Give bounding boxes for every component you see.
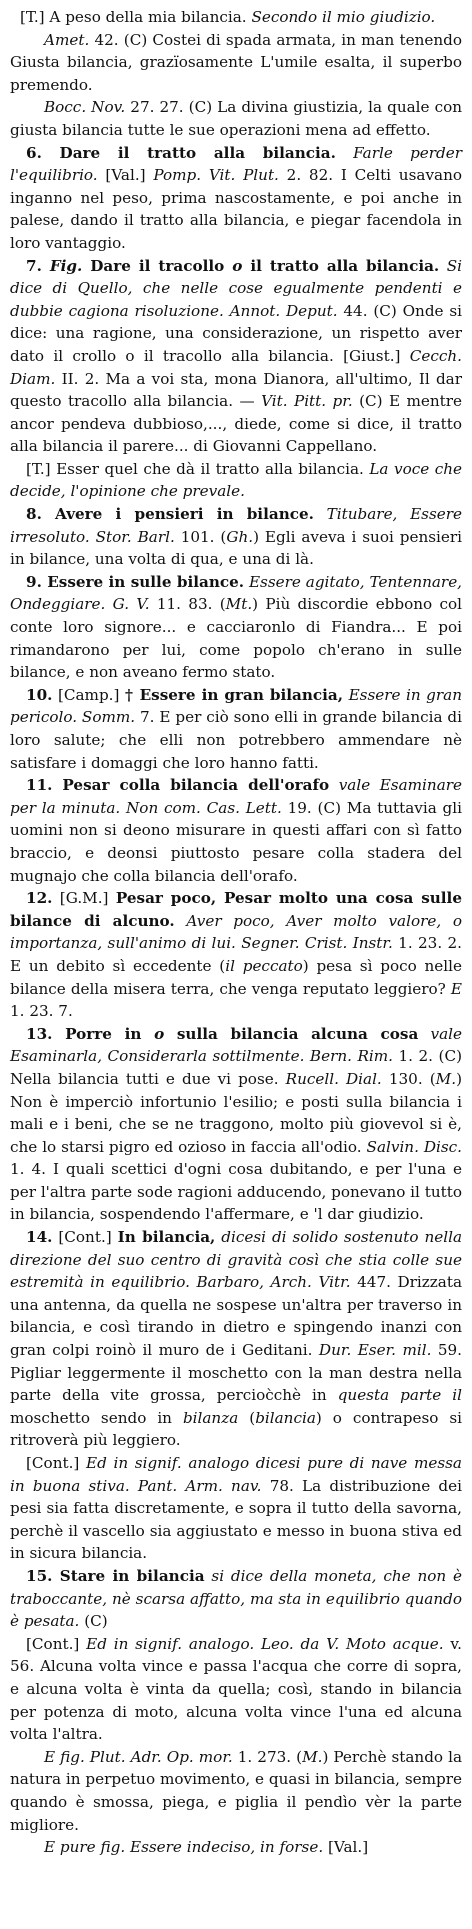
entry-paragraph: Bocc. Nov. 27. 27. (C) La divina giustizia, la quale con giusta bilancia tutte le sue operazioni mena ad effetto. <box>10 98 462 139</box>
entry-paragraph: Amet. 42. (C) Costei di spada armata, in man tenendo Giusta bilancia, grazïosamente L'umile esalta, il superbo premendo. <box>10 30 462 94</box>
entry-paragraph: 12. [G.M.] Pesar poco, Pesar molto una cosa sulle bilance di alcuno. Aver poco, Aver molto valore, o importanza, sull'animo di lui. Segner. Crist. Instr. 1. 23. 2. E un debito sì eccedente (il peccato) pesa sì poco nelle bilance della misera terra, che venga reputato leggiero? E 1. 23. 7. <box>10 889 462 1021</box>
entry-paragraph: 7. Fig. Dare il tracollo o il tratto alla bilancia. Si dice di Quello, che nelle cose egualmente pendenti e dubbie cagiona risoluzione. Annot. Deput. 44. (C) Onde si dice: una ragione, una considerazione, un rispetto aver dato il crollo o il tracollo alla bilancia. [Giust.] Cecch. Diam. II. 2. Ma a voi sta, mona Dianora, all'ultimo, Il dar questo tracollo alla bilancia. — Vit. Pitt. pr. (C) E mentre ancor pendeva dubbioso,..., diede, come si dice, il tratto alla bilancia il parere... di Giovanni Cappellano. <box>10 256 462 456</box>
entry-paragraph: 15. Stare in bilancia si dice della moneta, che non è traboccante, nè scarsa affatto, ma sta in equilibrio quando è pesata. (C) <box>10 1566 463 1631</box>
entry-paragraph: 10. [Camp.] † Essere in gran bilancia, Essere in gran pericolo. Somm. 7. E per ciò sono elli in grande bilancia di loro salute; che elli non potrebbero ammendare nè satisfare i domaggi che loro hanno fatti. <box>10 685 462 772</box>
entry-paragraph: 14. [Cont.] In bilancia, dicesi di solido sostenuto nella direzione del suo centro di gravità così che stia colle sue estremità in equilibrio. Barbaro, Arch. Vitr. 447. Drizzata una antenna, da quella ne sospese un'altra per traverso in bilancia, e così tirando in dietro e spingendo inanzi con gran colpi roinò il muro de i Geditani. Dur. Eser. mil. 59. Pigliar leggermente il moschetto con la man destra nella parte della vite grossa, percioc̀chè in questa parte il moschetto sendo in bilanza (bilancia) o contrapeso si ritroverà più leggiero. <box>10 1228 463 1450</box>
entry-paragraph: 13. Porre in o sulla bilancia alcuna cosa vale Esaminarla, Considerarla sottilmente. Bern. Rim. 1. 2. (C) Nella bilancia tutti e due vi pose. Rucell. Dial. 130. (M.) Non è imperciò infortunio l'esilio; e posti sulla bilancia i mali e i beni, che se ne traggono, molto più giovevol si è, che lo starsi pigro ed ozioso in faccia all'odio. Salvin. Disc. 1. 4. I quali scettici d'ogni cosa dubitando, e per l'una e per l'altra parte sode ragioni adducendo, ponevano il tutto in bilancia, sospendendo l'affermare, e 'l dar giudizio. <box>10 1024 463 1224</box>
entry-paragraph: [T.] A peso della mia bilancia. Secondo il mio giudizio. <box>20 8 436 26</box>
entry-paragraph: 9. Essere in sulle bilance. Essere agitato, Tentennare, Ondeggiare. G. V. 11. 83. (Mt.) Più discordie ebbono col conte loro signore... e cacciaronlo di Fiandra... E poi rimandarono per lui, come popolo ch'erano in sulle bilance, e non aveano fermo stato. <box>10 572 463 682</box>
entry-paragraph: [Cont.] Ed in signif. analogo. Leo. da V. Moto acque. v. 56. Alcuna volta vince e passa l'acqua che corre di sopra, e alcuna volta è vinta da quella; così, stando in bilancia per potenza di moto, alcuna volta vince l'una ed alcuna volta l'altra. <box>10 1634 462 1744</box>
entry-paragraph: [Cont.] Ed in signif. analogo dicesi pure di nave messa in buona stiva. Pant. Arm. nav. 78. La distribuzione dei pesi sia fatta discretamente, e sopra il tutto della savorna, perchè il vascello sia aggiustato e messo in buona stiva ed in sicura bilancia. <box>10 1454 462 1563</box>
entry-paragraph: E pure fig. Essere indeciso, in forse. [Val.] <box>44 1838 369 1857</box>
entry-paragraph: 8. Avere i pensieri in bilance. Titubare, Essere irresoluto. Stor. Barl. 101. (Gh.) Egli aveva i suoi pensieri in bilance, una volta di qua, e una di là. <box>10 505 463 569</box>
entry-paragraph: E fig. Plut. Adr. Op. mor. 1. 273. (M.) Perchè stando la natura in perpetuo movimento, e quasi in bilancia, sempre quando è smossa, piega, e piglia il pendìo vèr la parte migliore. <box>10 1747 463 1834</box>
entry-paragraph: [T.] Esser quel che dà il tratto alla bilancia. La voce che decide, l'opinione che prevale. <box>10 459 463 501</box>
entry-paragraph: 6. Dare il tratto alla bilancia. Farle perder l'equilibrio. [Val.] Pomp. Vit. Plut. 2. 82. I Celti usavano inganno nel peso, prima nascostamente, e poi anche in palese, dando il tratto alla bilancia, e piegar facendola in loro vantaggio. <box>10 143 463 252</box>
entry-paragraph: 11. Pesar colla bilancia dell'orafo vale Esaminare per la minuta. Non com. Cas. Lett. 19. (C) Ma tuttavia gli uomini non si deono misurare in questi affari con sì fatto braccio, e deonsi piuttosto pesare colla stadera del mugnajo che colla bilancia dell'orafo. <box>10 776 462 885</box>
